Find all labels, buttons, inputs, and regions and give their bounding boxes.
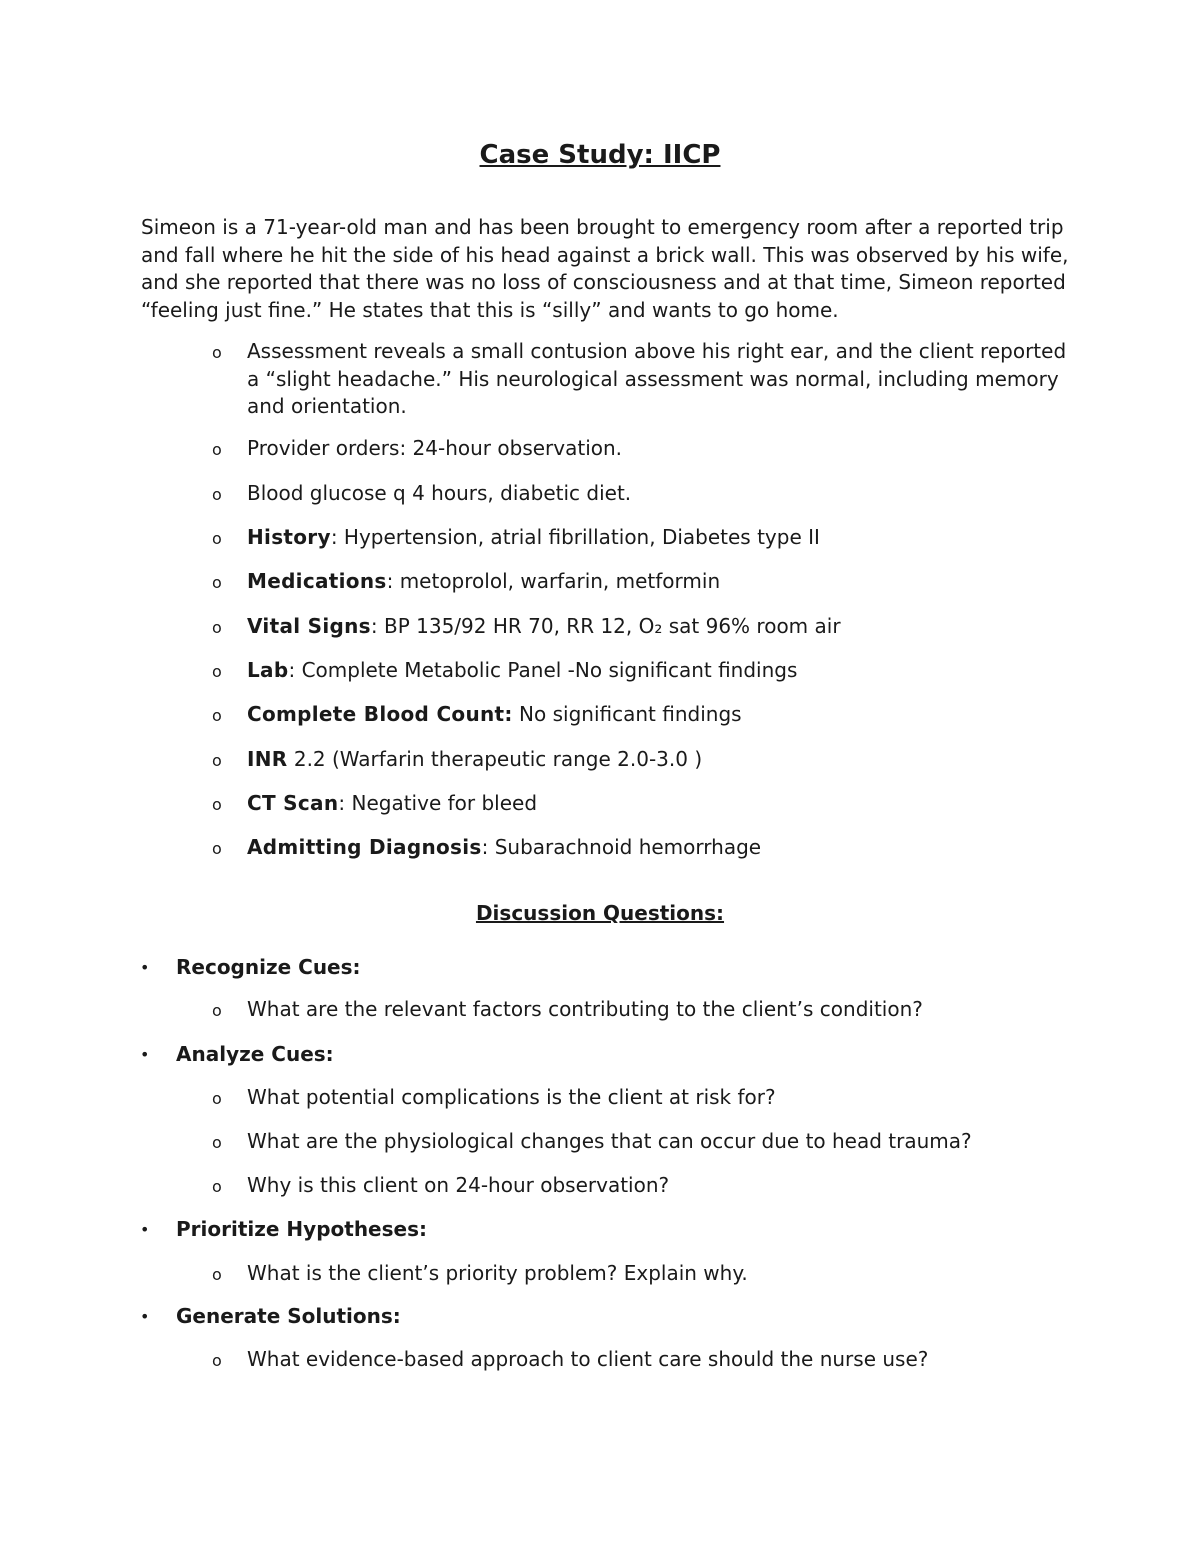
fact-label: Complete Blood Count:	[247, 702, 513, 726]
fact-label: History	[247, 525, 331, 549]
bullet-marker: •	[140, 1045, 150, 1064]
bullet-marker: •	[140, 1307, 150, 1326]
list-marker: o	[212, 1351, 222, 1370]
fact-text: : Subarachnoid hemorrhage	[481, 835, 762, 859]
bullet-marker: •	[140, 1220, 150, 1239]
list-marker: o	[212, 573, 222, 592]
list-marker: o	[212, 839, 222, 858]
bullet-marker: •	[140, 958, 150, 977]
discussion-title: Discussion Questions:	[475, 901, 725, 925]
question-group-title: Prioritize Hypotheses:	[176, 1217, 427, 1241]
fact-text: : Hypertension, atrial fibrillation, Diabetes type II	[330, 525, 820, 549]
question-group-title: Recognize Cues:	[176, 955, 361, 979]
question-text: What are the relevant factors contributing to the client’s condition?	[247, 997, 923, 1021]
page-title: Case Study: IICP	[479, 140, 721, 170]
list-marker: o	[212, 1089, 222, 1108]
list-marker: o	[212, 529, 222, 548]
fact-text: : Complete Metabolic Panel -No significant findings	[288, 658, 798, 682]
list-marker: o	[212, 706, 222, 725]
fact-text: Assessment reveals a small contusion above his right ear, and the client reported a “slight headache.” His neurological assessment was normal, including memory and orientation.	[247, 339, 1067, 418]
fact-label: Medications	[247, 569, 387, 593]
fact-label: Admitting Diagnosis	[247, 835, 482, 859]
question-group-title: Analyze Cues:	[176, 1042, 334, 1066]
list-marker: o	[212, 1133, 222, 1152]
list-marker: o	[212, 618, 222, 637]
case-intro-paragraph: Simeon is a 71-year-old man and has been brought to emergency room after a reported trip and fall where he hit the side of his head against a brick wall. This was observed by his wife, and she reported that there was no loss of consciousness and at that time, Simeon reported “feeling just fine.” He states that this is “silly” and wants to go home.	[141, 215, 1069, 322]
fact-label: INR	[247, 747, 288, 771]
fact-label: Lab	[247, 658, 289, 682]
fact-label: CT Scan	[247, 791, 339, 815]
fact-text: : BP 135/92 HR 70, RR 12, O₂ sat 96% room air	[370, 614, 841, 638]
question-text: What evidence-based approach to client care should the nurse use?	[247, 1347, 929, 1371]
question-text: Why is this client on 24-hour observation?	[247, 1173, 670, 1197]
fact-text: Provider orders: 24-hour observation.	[247, 436, 623, 460]
list-marker: o	[212, 343, 222, 362]
question-text: What is the client’s priority problem? Explain why.	[247, 1261, 748, 1285]
question-text: What potential complications is the client at risk for?	[247, 1085, 776, 1109]
question-group-title: Generate Solutions:	[176, 1304, 401, 1328]
fact-text: : Negative for bleed	[338, 791, 538, 815]
fact-label: Vital Signs	[247, 614, 371, 638]
list-marker: o	[212, 662, 222, 681]
list-marker: o	[212, 485, 222, 504]
fact-text: : metoprolol, warfarin, metformin	[386, 569, 721, 593]
list-marker: o	[212, 751, 222, 770]
list-marker: o	[212, 1265, 222, 1284]
list-marker: o	[212, 1177, 222, 1196]
list-marker: o	[212, 1001, 222, 1020]
list-marker: o	[212, 440, 222, 459]
fact-text: 2.2 (Warfarin therapeutic range 2.0-3.0 )	[287, 747, 703, 771]
fact-text: No significant findings	[512, 702, 742, 726]
list-marker: o	[212, 795, 222, 814]
question-text: What are the physiological changes that can occur due to head trauma?	[247, 1129, 972, 1153]
fact-text: Blood glucose q 4 hours, diabetic diet.	[247, 481, 632, 505]
